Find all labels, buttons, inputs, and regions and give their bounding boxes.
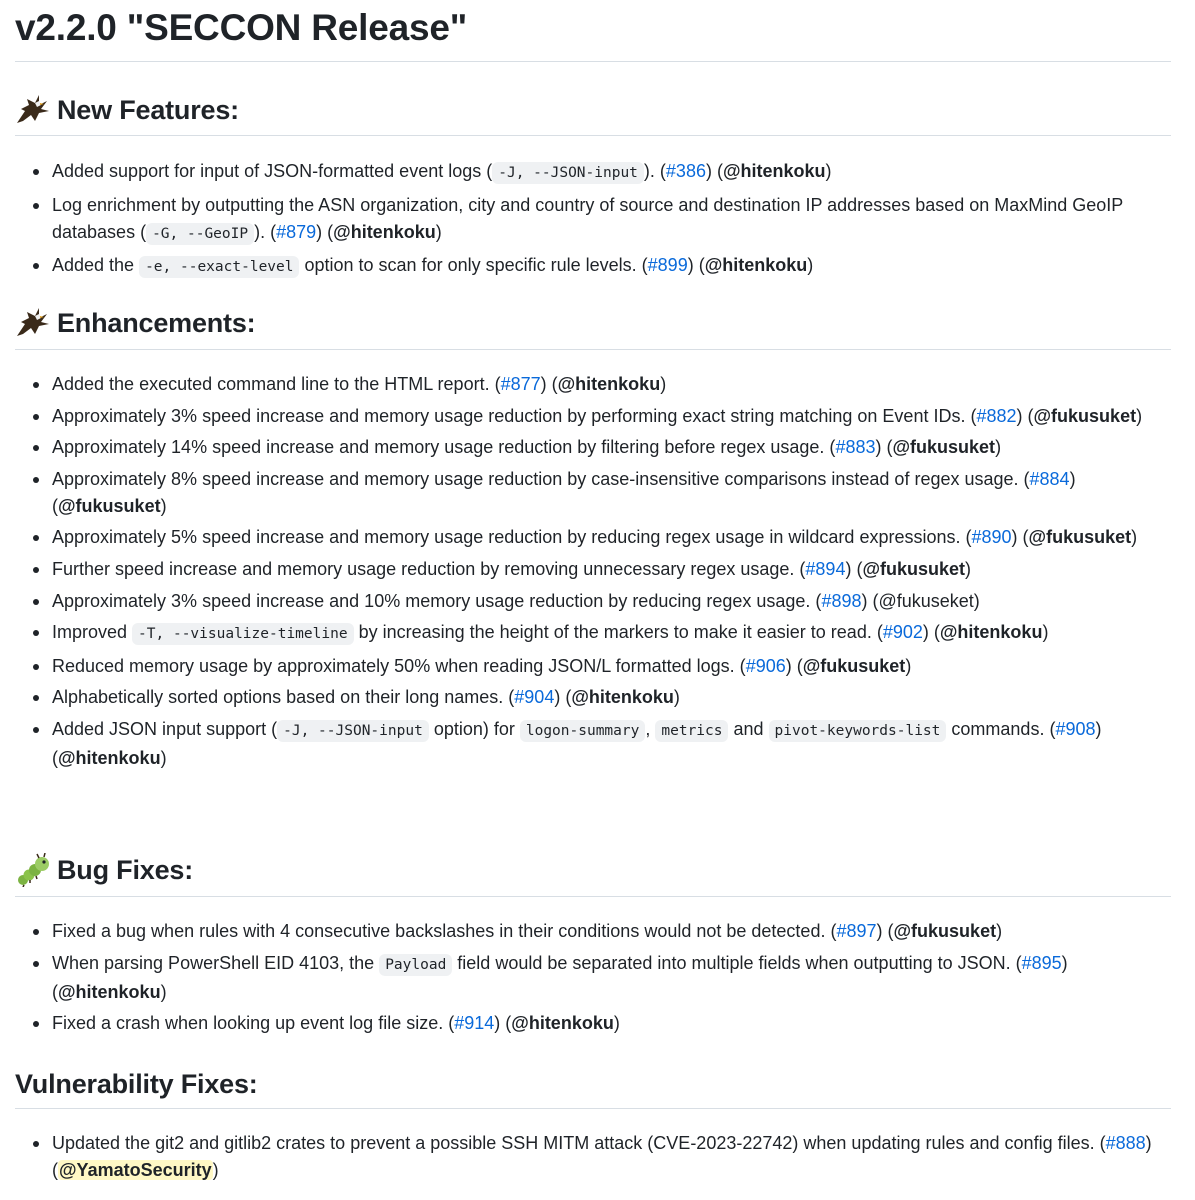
list-item [0,716,1195,772]
issue-link[interactable]: #884 [1029,468,1070,489]
item-text: ) ( [52,952,1068,1002]
item-text: Added support for input of JSON-formatted event logs ( [52,161,493,181]
author-mention[interactable]: @fukusuket [58,495,161,516]
inline-code: -J, --JSON-input [492,162,644,184]
issue-link[interactable]: #899 [647,255,688,276]
bugfixes-heading [15,852,193,888]
list-item [0,1010,1195,1037]
enhancements-divider [15,349,1171,350]
item-text: ) ( [52,718,1102,768]
features-heading [15,92,239,128]
item-text: Added the executed command line to the HTML report. ( [52,374,501,394]
inline-code: logon-summary [520,720,646,742]
item-text: Approximately 14% speed increase and memory usage reduction by filtering before regex usage. ( [52,437,836,458]
author-mention[interactable]: @hitenkoku [722,161,826,181]
item-text: ) ( [52,1133,1152,1180]
inline-code: -J, --JSON-input [277,720,429,742]
item-text: ) (@fukuseket) [861,590,980,611]
release-title: v2.2.0 "SECCON Release" [15,7,468,48]
item-text: ) [1131,527,1138,548]
list-item [0,371,1195,398]
item-text: ) [905,655,912,676]
issue-link[interactable]: #386 [665,161,706,181]
item-text: Reduced memory usage by approximately 50% when reading JSON/L formatted logs. ( [52,655,746,676]
issue-link[interactable]: #898 [821,590,862,611]
issue-link[interactable]: #897 [836,921,877,941]
issue-link[interactable]: #914 [454,1013,495,1034]
item-text: ) ( [494,1013,512,1034]
vulns-heading [15,1066,258,1102]
item-text: ) ( [875,437,893,458]
inline-code: -G, --GeoIP [146,223,254,245]
item-text: Updated the git2 and gitlib2 crates to prevent a possible SSH MITM attack (CVE-2023-22742) when updating rules and config files. ( [52,1133,1106,1153]
item-text: ) [160,747,167,768]
enhancements-heading-text: Enhancements: [57,308,256,338]
item-text: ) [1136,405,1143,426]
item-text: ) [996,921,1003,941]
inline-code: -T, --visualize-timeline [132,623,354,645]
author-mention[interactable]: @fukusuket [802,655,906,676]
item-text: option to scan for only specific rule levels. ( [299,255,648,276]
item-text: ) ( [554,687,572,708]
issue-link[interactable]: #908 [1055,718,1096,739]
author-mention[interactable]: @hitenkoku [333,221,436,242]
issue-link[interactable]: #895 [1021,952,1062,973]
issue-link[interactable]: #906 [745,655,786,676]
item-text: Alphabetically sorted options based on their long names. ( [52,687,515,708]
item-text: Improved [52,622,133,643]
issue-link[interactable]: #888 [1105,1133,1146,1153]
author-mention[interactable]: @hitenkoku [939,622,1043,643]
item-text: , [645,718,656,739]
author-mention[interactable]: @hitenkoku [58,981,161,1002]
item-text: Log enrichment by outputting the ASN organization, city and country of source and destination IP addresses based on MaxMind GeoIP databases ( [52,194,1123,242]
list-item [0,192,1195,248]
inline-code: pivot-keywords-list [769,720,947,742]
item-text: ) [212,1160,219,1180]
item-text: ) [1042,622,1049,643]
author-mention[interactable]: @hitenkoku [557,374,661,394]
item-text: Approximately 3% speed increase and 10% memory usage reduction by reducing regex usage. ( [52,590,822,611]
enhancements-heading [15,305,255,341]
item-text: Added JSON input support ( [52,718,278,739]
author-mention[interactable]: @fukusuket [1033,405,1137,426]
features-divider [15,135,1171,136]
inline-code: Payload [379,954,452,976]
vulns-divider [15,1108,1171,1109]
item-text: Further speed increase and memory usage reduction by removing unnecessary regex usage. ( [52,558,806,579]
item-text: ) [160,981,167,1002]
enhancements-list [0,371,1195,777]
item-text: by increasing the height of the markers to make it easier to read. ( [353,622,883,643]
item-text: field would be separated into multiple fields when outputting to JSON. ( [452,952,1022,973]
issue-link[interactable]: #883 [835,437,876,458]
author-mention[interactable]: @fukusuket [892,437,996,458]
bugfixes-heading-text: Bug Fixes: [57,855,194,885]
list-item [0,918,1195,945]
author-mention[interactable]: @fukusuket [893,921,997,941]
issue-link[interactable]: #894 [805,558,846,579]
vulns-list [0,1130,1195,1189]
item-text: ). ( [643,161,666,181]
list-item [0,950,1195,1006]
item-text: ) ( [785,655,803,676]
eagle-icon [15,306,51,340]
list-item [0,588,1195,615]
item-text: ) [673,687,680,708]
item-text: Fixed a bug when rules with 4 consecutive backslashes in their conditions would not be detected. ( [52,921,837,941]
item-text: Approximately 8% speed increase and memory usage reduction by case-insensitive comparisons instead of regex usage. ( [52,468,1030,489]
item-text: ) [160,495,167,516]
list-item [0,403,1195,430]
title-divider [15,61,1171,62]
issue-link[interactable]: #877 [500,374,541,394]
issue-link[interactable]: #882 [976,405,1017,426]
item-text: When parsing PowerShell EID 4103, the [52,952,380,973]
item-text: option) for [428,718,520,739]
item-text: ) ( [922,622,940,643]
issue-link[interactable]: #879 [276,221,317,242]
eagle-icon [15,93,51,127]
item-text: and [728,718,769,739]
item-text: Added the [52,255,140,276]
issue-link[interactable]: #902 [882,622,923,643]
list-item [0,619,1195,648]
author-mention[interactable]: @hitenkoku [511,1013,614,1034]
item-text: Approximately 3% speed increase and memory usage reduction by performing exact string matching on Event IDs. ( [52,405,977,426]
item-text: ) [825,161,832,181]
item-text: ) ( [52,468,1076,516]
item-text: ) [435,221,442,242]
item-text: ) ( [1011,527,1029,548]
item-text: ) ( [845,558,863,579]
item-text: ) [613,1013,620,1034]
list-item [0,252,1195,281]
item-text: ). ( [254,221,277,242]
item-text: ) [965,558,972,579]
features-list [0,158,1195,286]
item-text: ) ( [1016,405,1034,426]
issue-link[interactable]: #890 [971,527,1012,548]
list-item [0,684,1195,711]
item-text: ) [660,374,667,394]
author-mention[interactable]: @fukusuket [1028,527,1132,548]
item-text: ) ( [705,161,723,181]
inline-code: metrics [655,720,728,742]
item-text: ) ( [316,221,334,242]
list-item [0,466,1195,520]
inline-code: -e, --exact-level [139,256,299,278]
author-mention[interactable]: @YamatoSecurity [59,1160,212,1180]
list-item [0,434,1195,461]
author-mention[interactable]: @hitenkoku [58,747,161,768]
item-text: ) [807,255,814,276]
item-text: commands. ( [946,718,1056,739]
list-item [0,524,1195,551]
list-item [0,158,1195,187]
item-text: Fixed a crash when looking up event log file size. ( [52,1013,455,1034]
author-mention[interactable]: @fukusuket [862,558,966,579]
vulns-heading-text: Vulnerability Fixes: [15,1069,258,1099]
list-item [0,1130,1195,1184]
issue-link[interactable]: #904 [514,687,555,708]
bug-icon [15,853,51,887]
list-item [0,653,1195,680]
list-item [0,556,1195,583]
bugfixes-list [0,918,1195,1042]
item-text: ) ( [540,374,558,394]
item-text: ) ( [687,255,705,276]
item-text: ) ( [876,921,894,941]
item-text: ) [995,437,1002,458]
item-text: Approximately 5% speed increase and memory usage reduction by reducing regex usage in wildcard expressions. ( [52,527,972,548]
features-heading-text: New Features: [57,95,239,125]
bugfixes-divider [15,896,1171,897]
author-mention[interactable]: @hitenkoku [704,255,808,276]
author-mention[interactable]: @hitenkoku [571,687,674,708]
